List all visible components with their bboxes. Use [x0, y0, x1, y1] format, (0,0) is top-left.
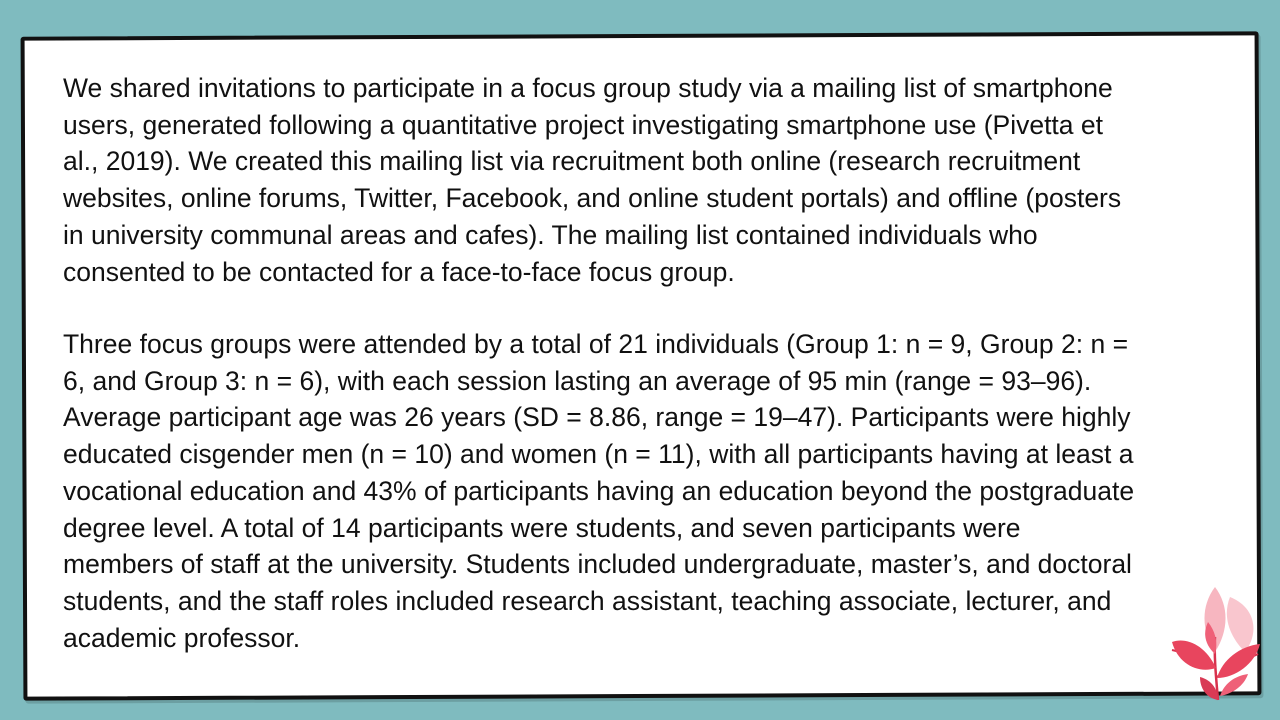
pink-leaves-icon [1160, 582, 1270, 702]
paragraph-participants: Three focus groups were attended by a total of 21 individuals (Group 1: n = 9, Group 2: n = 6, and Group 3: n = 6), with each session lasting an average of 95 min (range = 93–96). Average participant age was 26 years (SD = 8.86, range = 19–47). Participants were highly educated cisgender men (n = 10) and women (n = 11), with all participants having at least a vocational education and 43% of participants having an education beyond the postgraduate degree level. A total of 14 participants were students, and seven participants were members of staff at the university. Students included undergraduate, master’s, and doctoral students, and the staff roles included research assistant, teaching associate, lecturer, and academic professor. [63, 329, 1135, 653]
paragraph-recruitment: We shared invitations to participate in a focus group study via a mailing list of smartphone users, generated following a quantitative project investigating smartphone use (Pivetta et al., 2019). We created this mailing list via recruitment both online (research recruitment websites, online forums, Twitter, Facebook, and online student portals) and offline (posters in university communal areas and cafes). The mailing list contained individuals who consented to be contacted for a face-to-face focus group. [63, 73, 1122, 287]
